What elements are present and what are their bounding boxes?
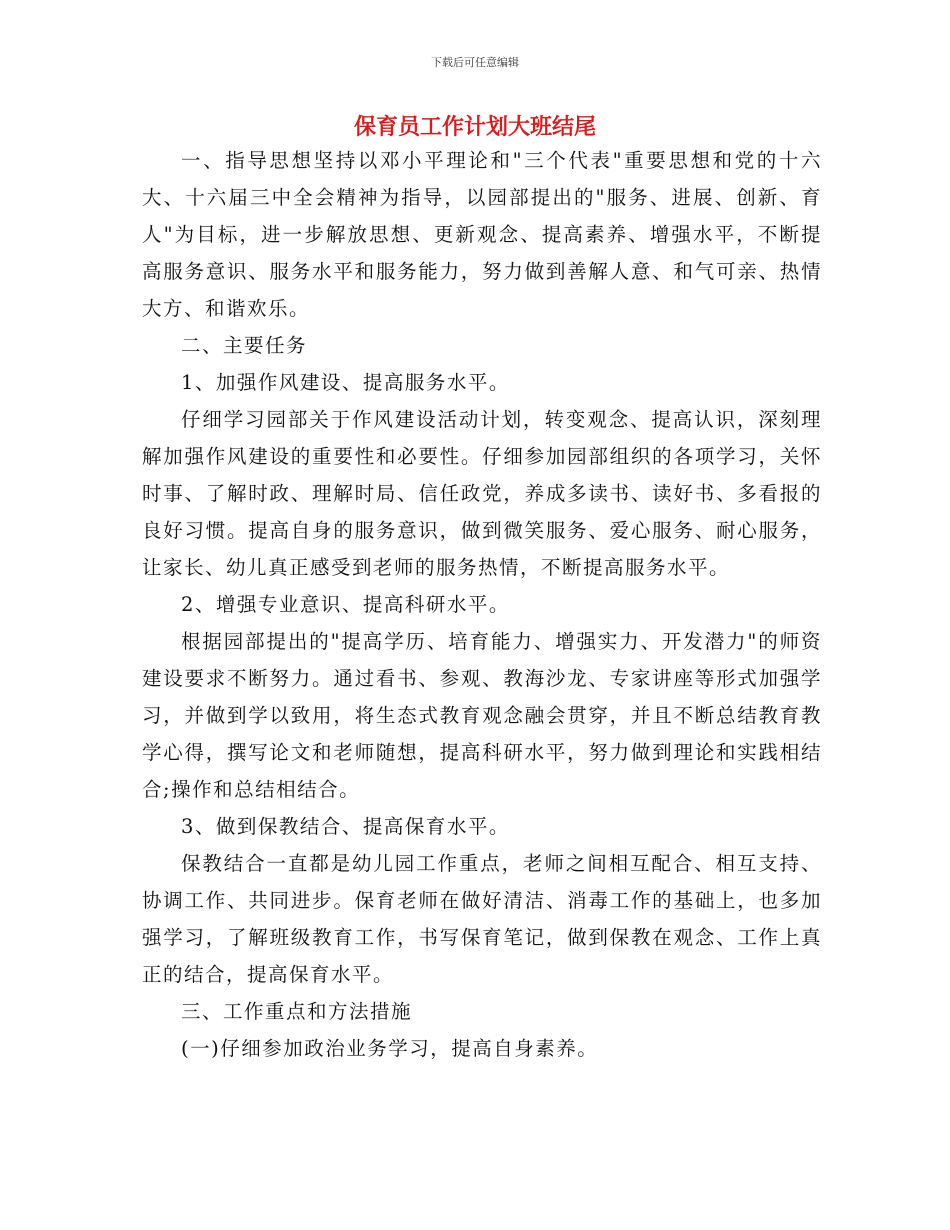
paragraph-guiding-ideology: 一、指导思想坚持以邓小平理论和"三个代表"重要思想和党的十六大、十六届三中全会精神为指导，以园部提出的"服务、进展、创新、育人"为目标，进一步解放思想、更新观念、提高素养、增强水平，不断提高服务意识、服务水平和服务能力，努力做到善解人意、和气可亲、热情大方、和谐欢乐。 bbox=[142, 149, 822, 320]
header-note: 下载后可任意编辑 bbox=[431, 56, 519, 69]
paragraph-task-3: 保教结合一直都是幼儿园工作重点，老师之间相互配合、相互支持、协调工作、共同进步。保育老师在做好清洁、消毒工作的基础上，也多加强学习，了解班级教育工作，书写保育笔记，做到保教在观念、工作上真正的结合，提高保育水平。 bbox=[142, 852, 822, 986]
heading-key-work: 三、工作重点和方法措施 bbox=[181, 1000, 413, 1023]
subheading-task-1: 1、加强作风建设、提高服务水平。 bbox=[181, 371, 510, 394]
heading-main-tasks: 二、主要任务 bbox=[181, 334, 308, 357]
paragraph-task-2: 根据园部提出的"提高学历、培育能力、增强实力、开发潜力"的师资建设要求不断努力。通过看书、参观、教海沙龙、专家讲座等形式加强学习，并做到学以致用，将生态式教育观念融会贯穿，并且不断总结教育教学心得，撰写论文和老师随想，提高科研水平，努力做到理论和实践相结合;操作和总结相结合。 bbox=[142, 630, 822, 801]
subheading-task-3: 3、做到保教结合、提高保育水平。 bbox=[181, 815, 510, 838]
subheading-key-work-1: (一)仔细参加政治业务学习，提高自身素养。 bbox=[181, 1037, 599, 1060]
document-body bbox=[142, 142, 822, 1067]
paragraph-task-1: 仔细学习园部关于作风建设活动计划，转变观念、提高认识，深刻理解加强作风建设的重要性和必要性。仔细参加园部组织的各项学习，关怀时事、了解时政、理解时局、信任政党，养成多读书、读好书、多看报的良好习惯。提高自身的服务意识，做到微笑服务、爱心服务、耐心服务，让家长、幼儿真正感受到老师的服务热情，不断提高服务水平。 bbox=[142, 408, 822, 579]
subheading-task-2: 2、增强专业意识、提高科研水平。 bbox=[181, 593, 510, 616]
document-title: 保育员工作计划大班结尾 bbox=[353, 115, 596, 140]
